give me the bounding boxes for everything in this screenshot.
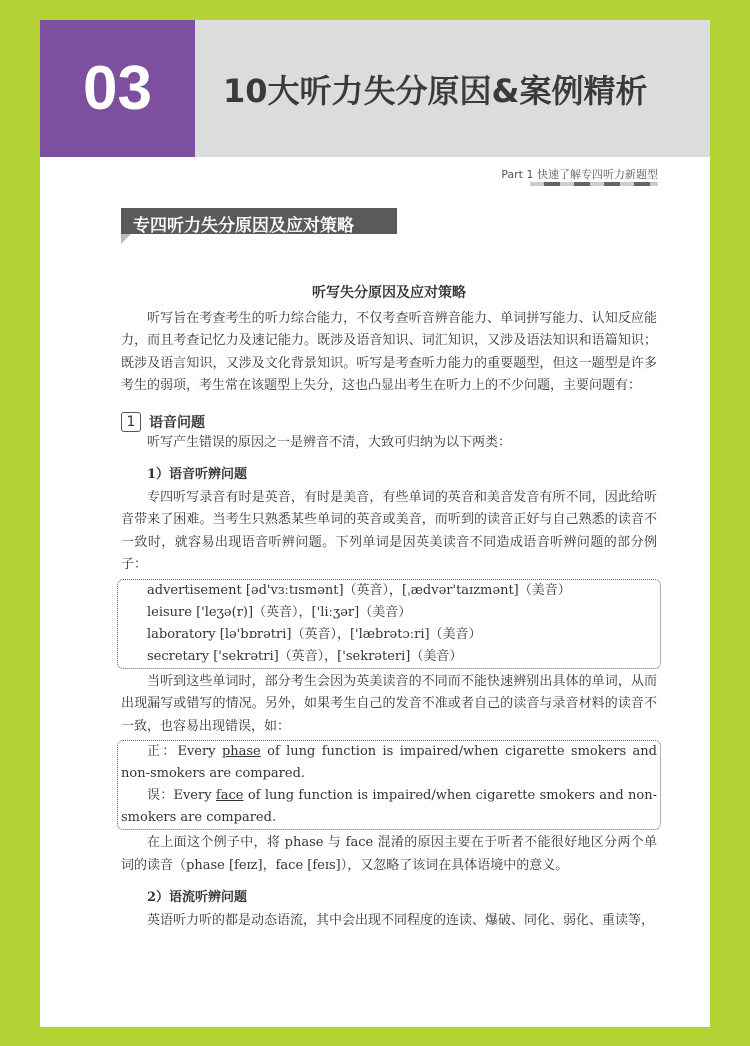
word-examples-box [117,579,661,669]
article [121,282,657,932]
underlined-word: face [215,788,244,803]
underlined-word: phase [221,744,261,759]
paragraph: 专四听写录音有时是英音，有时是美音，有些单词的英音和美音发音有所不同，因此给听音带来了困难。当考生只熟悉某些单词的英音或美音，而听到的读音正好与自己熟悉的读音不一致时，就容易出现语音听辨问题。下列单词是因英美读音不同造成语音听辨问题的部分例子： [121,489,657,572]
wrong-example [121,785,657,829]
word-example: laboratory [lə'bɒrətri]（英音），['læbrətɔːri]（美音） [147,626,482,642]
paragraph: 在上面这个例子中，将 phase 与 face 混淆的原因主要在于听者不能很好地区分两个单词的读音（phase [feɪz]，face [feɪs]），又忽略了该词在具体语境中的意义。 [121,835,657,873]
sentence-examples-box [117,740,661,830]
section-title: 专四听力失分原因及应对策略 [121,208,397,234]
heading-label: 语音问题 [149,414,205,431]
article-title: 听写失分原因及应对策略 [312,285,466,301]
paragraph: 当听到这些单词时，部分考生会因为英美读音的不同而不能快速辨别出具体的单词，从而出现漏写或错写的情况。另外，如果考生自己的发音不准或者自己的读音与录音材料的读音不一致，也容易出现错误，如： [121,673,657,734]
subheading-2: 2）语流听辨问题 [147,890,248,905]
chapter-number: 03 [40,20,195,157]
word-example: advertisement [əd'vɜːtɪsmənt]（英音），[ˌædvər'taɪzmənt]（美音） [147,582,571,598]
chapter-title: 10大听力失分原因&案例精析 [195,20,710,157]
subheading-1: 1）语音听辨问题 [147,467,248,482]
running-head-divider [530,182,658,186]
example-label: 正：Every [147,744,222,759]
paragraph: 听写产生错误的原因之一是辨音不清，大致可归纳为以下两类： [147,434,512,450]
running-head: Part 1 快速了解专四听力新题型 [501,168,658,181]
correct-example [121,741,657,785]
intro-paragraph: 听写旨在考查考生的听力综合能力，不仅考查听音辨音能力、单词拼写能力、认知反应能力，而且考查记忆力及速记能力。既涉及语音知识、词汇知识，又涉及语法知识和语篇知识；既涉及语言知识，又涉及文化背景知识。听写是考查听力能力的重要题型，但这一题型是许多考生的弱项，考生常在该题型上失分，这也凸显出考生在听力上的不少问题，主要问题有： [121,310,657,393]
heading-phonetics [121,412,657,432]
example-text: of lung function is impaired/when cigarette smokers and non-smokers are compared. [121,788,657,825]
example-label: 误：Every [147,788,216,803]
word-example: secretary ['sekrətri]（英音），['sekrəteri]（美音） [147,648,463,664]
paragraph: 英语听力听的都是动态语流，其中会出现不同程度的连读、爆破、同化、弱化、重读等， [147,912,655,928]
heading-number: 1 [121,412,141,432]
example-text: of lung function is impaired/when cigarette smokers and non-smokers are compared. [121,744,657,781]
word-example: leisure ['leʒə(r)]（英音），['liːʒər]（美音） [147,604,412,620]
book-page [40,20,710,1027]
